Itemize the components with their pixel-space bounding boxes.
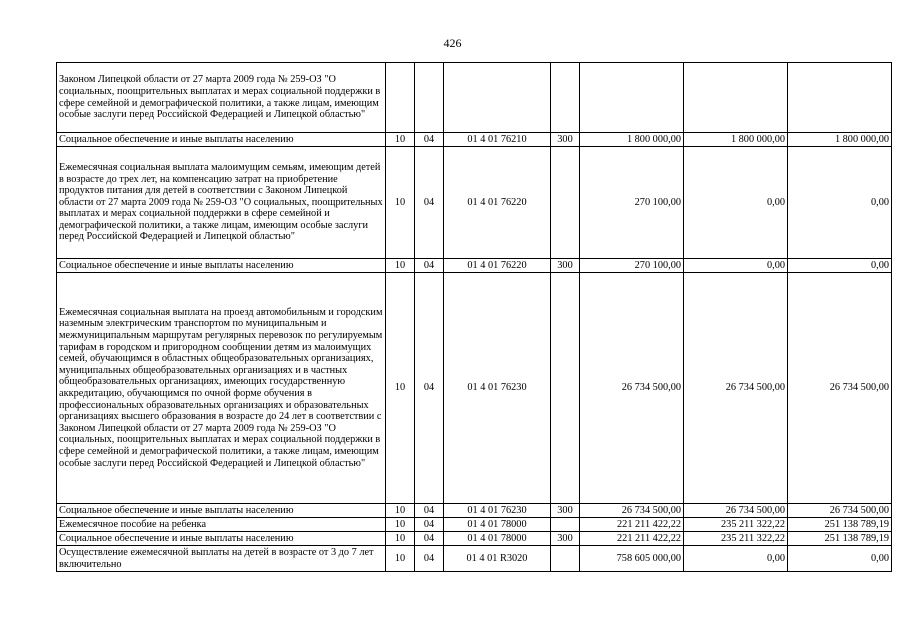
row-subsection: 04 <box>415 147 444 259</box>
row-section: 10 <box>386 259 415 273</box>
row-subsection: 04 <box>415 518 444 532</box>
row-sum-2: 26 734 500,00 <box>684 504 788 518</box>
row-sum-1: 270 100,00 <box>580 147 684 259</box>
row-name: Осуществление ежемесячной выплаты на детей в возрасте от 3 до 7 лет включительно <box>57 546 386 572</box>
row-sum-1: 26 734 500,00 <box>580 504 684 518</box>
row-sum-1 <box>580 63 684 133</box>
row-sum-3 <box>788 63 892 133</box>
row-target-article: 01 4 01 76220 <box>444 147 551 259</box>
row-name: Социальное обеспечение и иные выплаты населению <box>57 133 386 147</box>
row-expense-type: 300 <box>551 259 580 273</box>
row-section: 10 <box>386 518 415 532</box>
row-sum-3: 1 800 000,00 <box>788 133 892 147</box>
table-row <box>57 259 892 273</box>
row-sum-2 <box>684 63 788 133</box>
row-sum-3: 0,00 <box>788 259 892 273</box>
row-target-article <box>444 63 551 133</box>
row-subsection <box>415 63 444 133</box>
row-section <box>386 63 415 133</box>
row-expense-type: 300 <box>551 133 580 147</box>
row-sum-1: 221 211 422,22 <box>580 518 684 532</box>
row-expense-type <box>551 546 580 572</box>
row-section: 10 <box>386 546 415 572</box>
row-target-article: 01 4 01 76230 <box>444 504 551 518</box>
row-name: Ежемесячная социальная выплата на проезд автомобильным и городским наземным электрическим транспортом по муниципальным и межмуниципальным маршрутам регулярных перевозок по регулируемым тарифам в городском и пригородном сообщении детям из малоимущих семей, обучающимся в областных общеобразовательных организациях, муниципальных общеобразовательных организациях и в частных общеобразовательных организациях, имеющих государственную аккредитацию, обучающимся по очной форме обучения в профессиональных образовательных организациях и образовательных организациях высшего образования в возрасте до 24 лет в соответствии с Законом Липецкой области от 27 марта 2009 года № 259-ОЗ "О социальных, поощрительных выплатах и мерах социальной поддержки в сфере семейной и демографической политики, а также лицам, имеющим особые заслуги перед Российской Федерацией и Липецкой областью" <box>57 273 386 504</box>
row-sum-1: 270 100,00 <box>580 259 684 273</box>
row-section: 10 <box>386 147 415 259</box>
table-row <box>57 63 892 133</box>
row-name: Ежемесячная социальная выплата малоимущим семьям, имеющим детей в возрасте до трех лет, на компенсацию затрат на приобретение продуктов питания для детей в соответствии с Законом Липецкой области от 27 марта 2009 года № 259-ОЗ "О социальных, поощрительных выплатах и мерах социальной поддержки в сфере семейной и демографической политики, а также лицам, имеющим особые заслуги перед Российской Федерацией и Липецкой областью" <box>57 147 386 259</box>
row-target-article: 01 4 01 78000 <box>444 532 551 546</box>
table-row <box>57 147 892 259</box>
row-expense-type <box>551 518 580 532</box>
row-subsection: 04 <box>415 546 444 572</box>
row-sum-2: 0,00 <box>684 546 788 572</box>
row-name: Социальное обеспечение и иные выплаты населению <box>57 504 386 518</box>
row-expense-type: 300 <box>551 504 580 518</box>
row-sum-1: 26 734 500,00 <box>580 273 684 504</box>
row-sum-2: 0,00 <box>684 147 788 259</box>
row-sum-3: 251 138 789,19 <box>788 518 892 532</box>
row-sum-2: 1 800 000,00 <box>684 133 788 147</box>
row-expense-type: 300 <box>551 532 580 546</box>
row-sum-3: 251 138 789,19 <box>788 532 892 546</box>
row-subsection: 04 <box>415 532 444 546</box>
table-row <box>57 273 892 504</box>
row-sum-1: 758 605 000,00 <box>580 546 684 572</box>
table-row <box>57 532 892 546</box>
row-sum-2: 235 211 322,22 <box>684 518 788 532</box>
row-target-article: 01 4 01 R3020 <box>444 546 551 572</box>
table-row <box>57 504 892 518</box>
row-expense-type <box>551 273 580 504</box>
row-subsection: 04 <box>415 504 444 518</box>
table-row <box>57 133 892 147</box>
row-expense-type <box>551 147 580 259</box>
row-target-article: 01 4 01 76220 <box>444 259 551 273</box>
row-target-article: 01 4 01 76230 <box>444 273 551 504</box>
page-number: 426 <box>443 36 462 50</box>
row-section: 10 <box>386 532 415 546</box>
row-expense-type <box>551 63 580 133</box>
row-target-article: 01 4 01 76210 <box>444 133 551 147</box>
row-name: Социальное обеспечение и иные выплаты населению <box>57 532 386 546</box>
row-name: Ежемесячное пособие на ребенка <box>57 518 386 532</box>
row-section: 10 <box>386 133 415 147</box>
row-section: 10 <box>386 504 415 518</box>
row-sum-2: 26 734 500,00 <box>684 273 788 504</box>
row-sum-2: 235 211 322,22 <box>684 532 788 546</box>
row-sum-2: 0,00 <box>684 259 788 273</box>
row-sum-1: 221 211 422,22 <box>580 532 684 546</box>
row-subsection: 04 <box>415 133 444 147</box>
row-sum-3: 26 734 500,00 <box>788 504 892 518</box>
row-subsection: 04 <box>415 259 444 273</box>
row-sum-3: 26 734 500,00 <box>788 273 892 504</box>
row-target-article: 01 4 01 78000 <box>444 518 551 532</box>
row-name: Законом Липецкой области от 27 марта 2009 года № 259-ОЗ "О социальных, поощрительных выплатах и мерах социальной поддержки в сфере семейной и демографической политики, а также лицам, имеющим особые заслуги перед Российской Федерацией и Липецкой областью" <box>57 63 386 133</box>
row-sum-3: 0,00 <box>788 147 892 259</box>
row-sum-3: 0,00 <box>788 546 892 572</box>
row-section: 10 <box>386 273 415 504</box>
row-sum-1: 1 800 000,00 <box>580 133 684 147</box>
row-name: Социальное обеспечение и иные выплаты населению <box>57 259 386 273</box>
budget-table <box>56 62 892 572</box>
table-row <box>57 546 892 572</box>
row-subsection: 04 <box>415 273 444 504</box>
table-row <box>57 518 892 532</box>
